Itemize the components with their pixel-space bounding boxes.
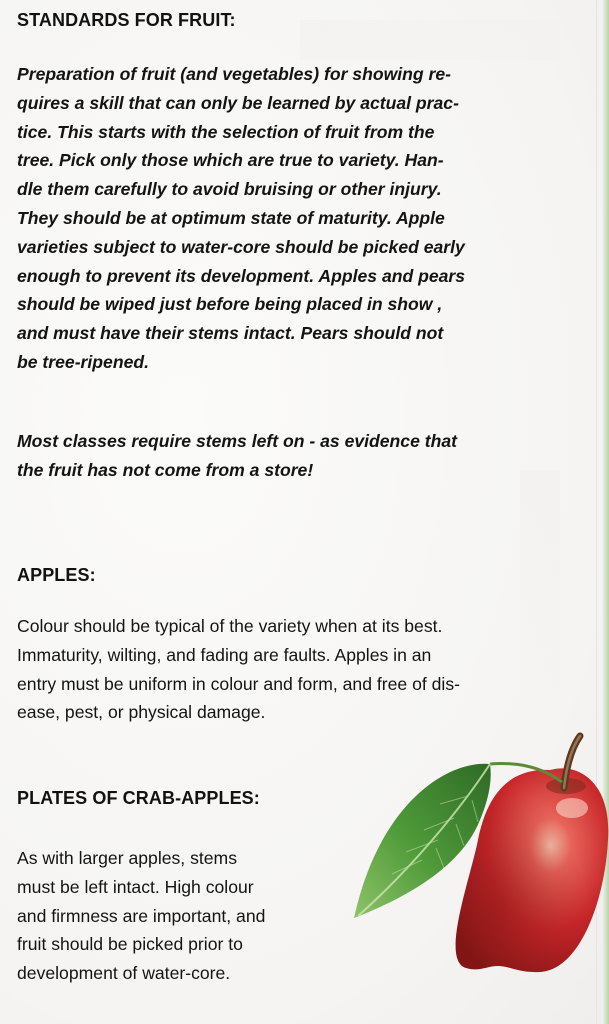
note-line: the fruit has not come from a store! <box>17 459 314 480</box>
standards-line: quires a skill that can only be learned by actual prac- <box>17 92 459 113</box>
crab-apples-line: and firmness are important, and <box>17 905 266 926</box>
standards-line: They should be at optimum state of maturity. Apple <box>17 207 445 228</box>
apples-line: entry must be uniform in colour and form, and free of dis- <box>17 673 460 694</box>
note-line: Most classes require stems left on - as evidence that <box>17 431 458 451</box>
standards-paragraph <box>17 60 465 377</box>
show-through-block <box>520 470 560 690</box>
apples-heading: APPLES: <box>17 565 96 585</box>
apple-with-leaf-icon <box>340 730 609 980</box>
apples-line: ease, pest, or physical damage. <box>17 702 266 723</box>
standards-line: should be wiped just before being placed in show , <box>17 294 443 315</box>
apples-paragraph <box>17 612 460 727</box>
apples-line: Immaturity, wilting, and fading are faults. Apples in an <box>17 644 432 665</box>
standards-line: tree. Pick only those which are true to variety. Han- <box>17 150 444 171</box>
standards-heading: STANDARDS FOR FRUIT: <box>17 10 236 30</box>
standards-line: tice. This starts with the selection of fruit from the <box>17 121 435 142</box>
standards-note <box>17 427 457 485</box>
crab-apples-line: must be left intact. High colour <box>17 876 254 897</box>
crab-apples-heading: PLATES OF CRAB-APPLES: <box>17 788 260 808</box>
standards-line: enough to prevent its development. Apples and pears <box>17 265 466 286</box>
crab-apples-paragraph <box>17 844 265 988</box>
apples-line: Colour should be typical of the variety when at its best. <box>17 616 443 636</box>
show-through-block <box>300 20 560 60</box>
standards-line: varieties subject to water-core should be picked early <box>17 236 465 257</box>
standards-line: and must have their stems intact. Pears should not <box>17 323 444 344</box>
standards-line: Preparation of fruit (and vegetables) for showing re- <box>17 64 452 84</box>
standards-line: be tree-ripened. <box>17 351 149 372</box>
crab-apples-line: fruit should be picked prior to <box>17 934 243 955</box>
crab-apples-line: As with larger apples, stems <box>17 848 238 868</box>
crab-apples-line: development of water-core. <box>17 963 231 984</box>
standards-line: dle them carefully to avoid bruising or other injury. <box>17 179 442 200</box>
